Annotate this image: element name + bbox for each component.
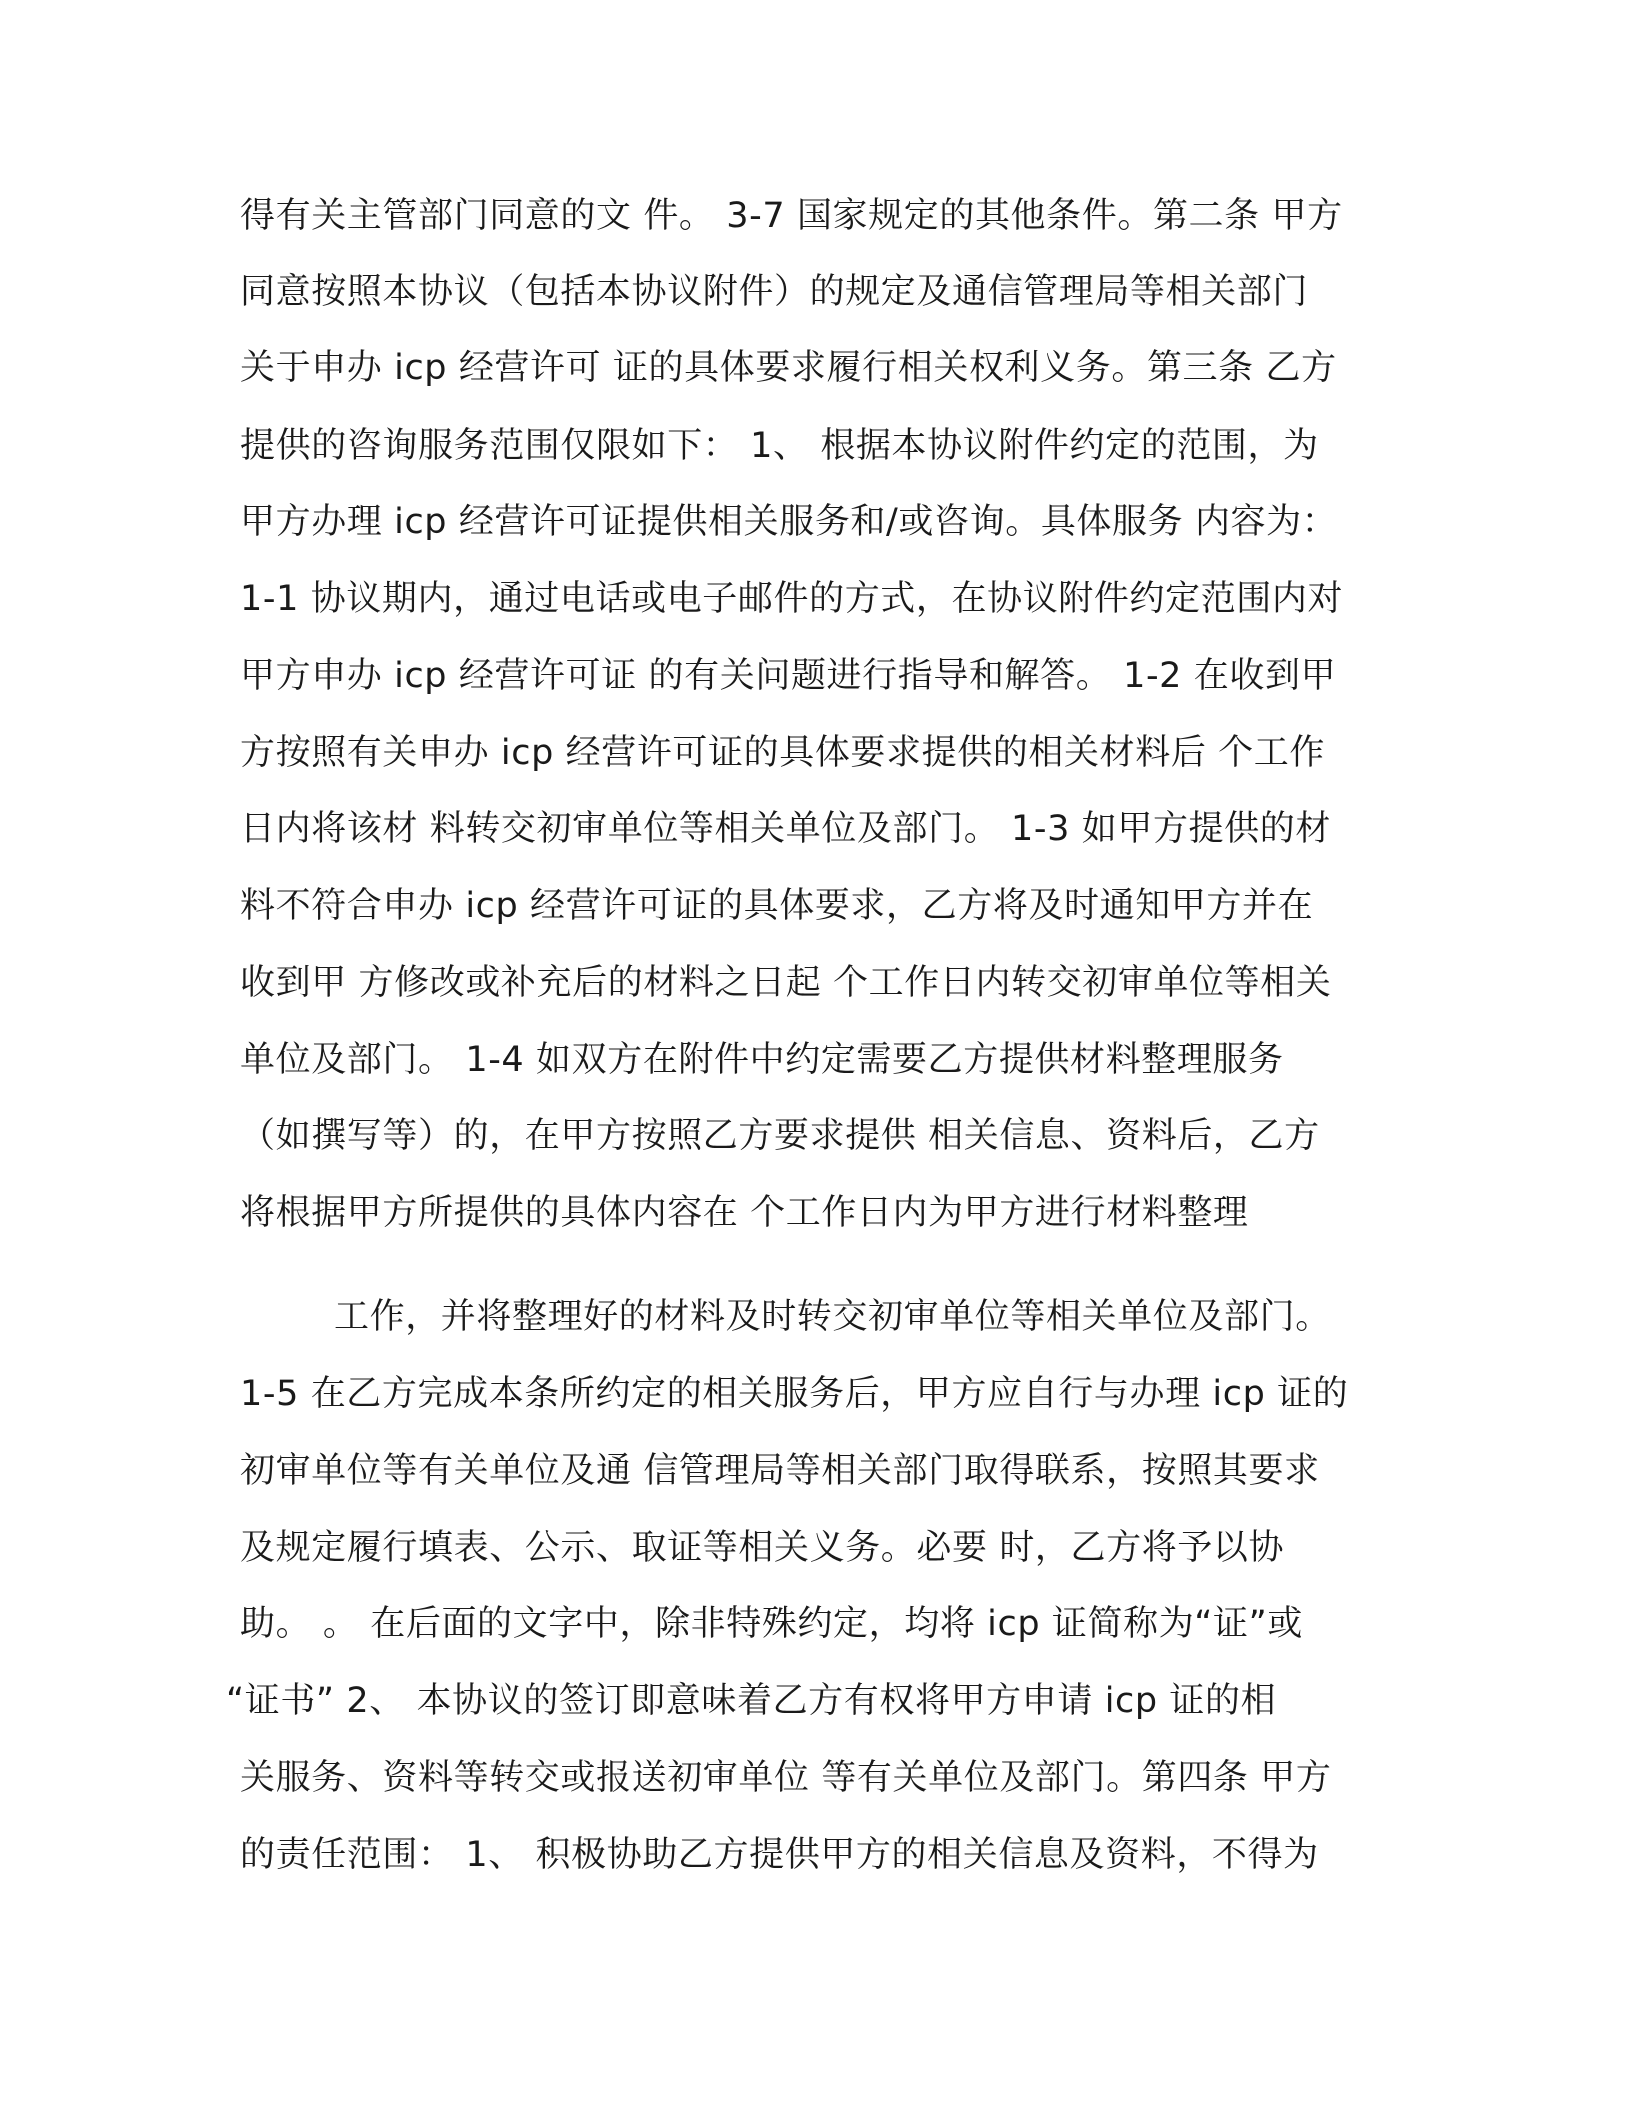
- text-line: 工作，并将整理好的材料及时转交初审单位等相关单位及部门。: [334, 1297, 1331, 1337]
- text-line: 将根据甲方所提供的具体内容在 个工作日内为甲方进行材料整理: [240, 1193, 1249, 1233]
- text-line: 关服务、资料等转交或报送初审单位 等有关单位及部门。第四条 甲方: [240, 1758, 1332, 1798]
- text-line: 单位及部门。 1-4 如双方在附件中约定需要乙方提供材料整理服务: [240, 1040, 1284, 1080]
- text-line: 1-1 协议期内，通过电话或电子邮件的方式，在协议附件约定范围内对: [240, 579, 1344, 619]
- text-line: 得有关主管部门同意的文 件。 3-7 国家规定的其他条件。第二条 甲方: [240, 196, 1343, 236]
- text-line: 料不符合申办 icp 经营许可证的具体要求，乙方将及时通知甲方并在: [240, 886, 1314, 926]
- text-line: 收到甲 方修改或补充后的材料之日起 个工作日内转交初审单位等相关: [240, 963, 1332, 1003]
- text-line: 初审单位等有关单位及通 信管理局等相关部门取得联系，按照其要求: [240, 1451, 1320, 1491]
- text-line: （如撰写等）的，在甲方按照乙方要求提供 相关信息、资料后，乙方: [240, 1116, 1320, 1156]
- text-line: 提供的咨询服务范围仅限如下： 1、 根据本协议附件约定的范围，为: [240, 426, 1319, 466]
- text-line: 方按照有关申办 icp 经营许可证的具体要求提供的相关材料后 个工作: [240, 733, 1325, 773]
- text-line: 日内将该材 料转交初审单位等相关单位及部门。 1-3 如甲方提供的材: [240, 809, 1331, 849]
- text-line: 甲方申办 icp 经营许可证 的有关问题进行指导和解答。 1-2 在收到甲: [240, 656, 1337, 696]
- text-line: 的责任范围： 1、 积极协助乙方提供甲方的相关信息及资料，不得为: [240, 1835, 1319, 1875]
- text-line: 同意按照本协议（包括本协议附件）的规定及通信管理局等相关部门: [240, 272, 1309, 312]
- text-line: 及规定履行填表、公示、取证等相关义务。必要 时，乙方将予以协: [240, 1528, 1285, 1568]
- text-line: 甲方办理 icp 经营许可证提供相关服务和/或咨询。具体服务 内容为：: [240, 502, 1338, 542]
- text-line: 助。 。 在后面的文字中，除非特殊约定，均将 icp 证简称为“证”或: [240, 1604, 1303, 1644]
- text-line: 关于申办 icp 经营许可 证的具体要求履行相关权利义务。第三条 乙方: [240, 348, 1337, 388]
- text-line: 1-5 在乙方完成本条所约定的相关服务后，甲方应自行与办理 icp 证的: [240, 1374, 1349, 1414]
- text-line: “证书” 2、 本协议的签订即意味着乙方有权将甲方申请 icp 证的相: [226, 1681, 1277, 1721]
